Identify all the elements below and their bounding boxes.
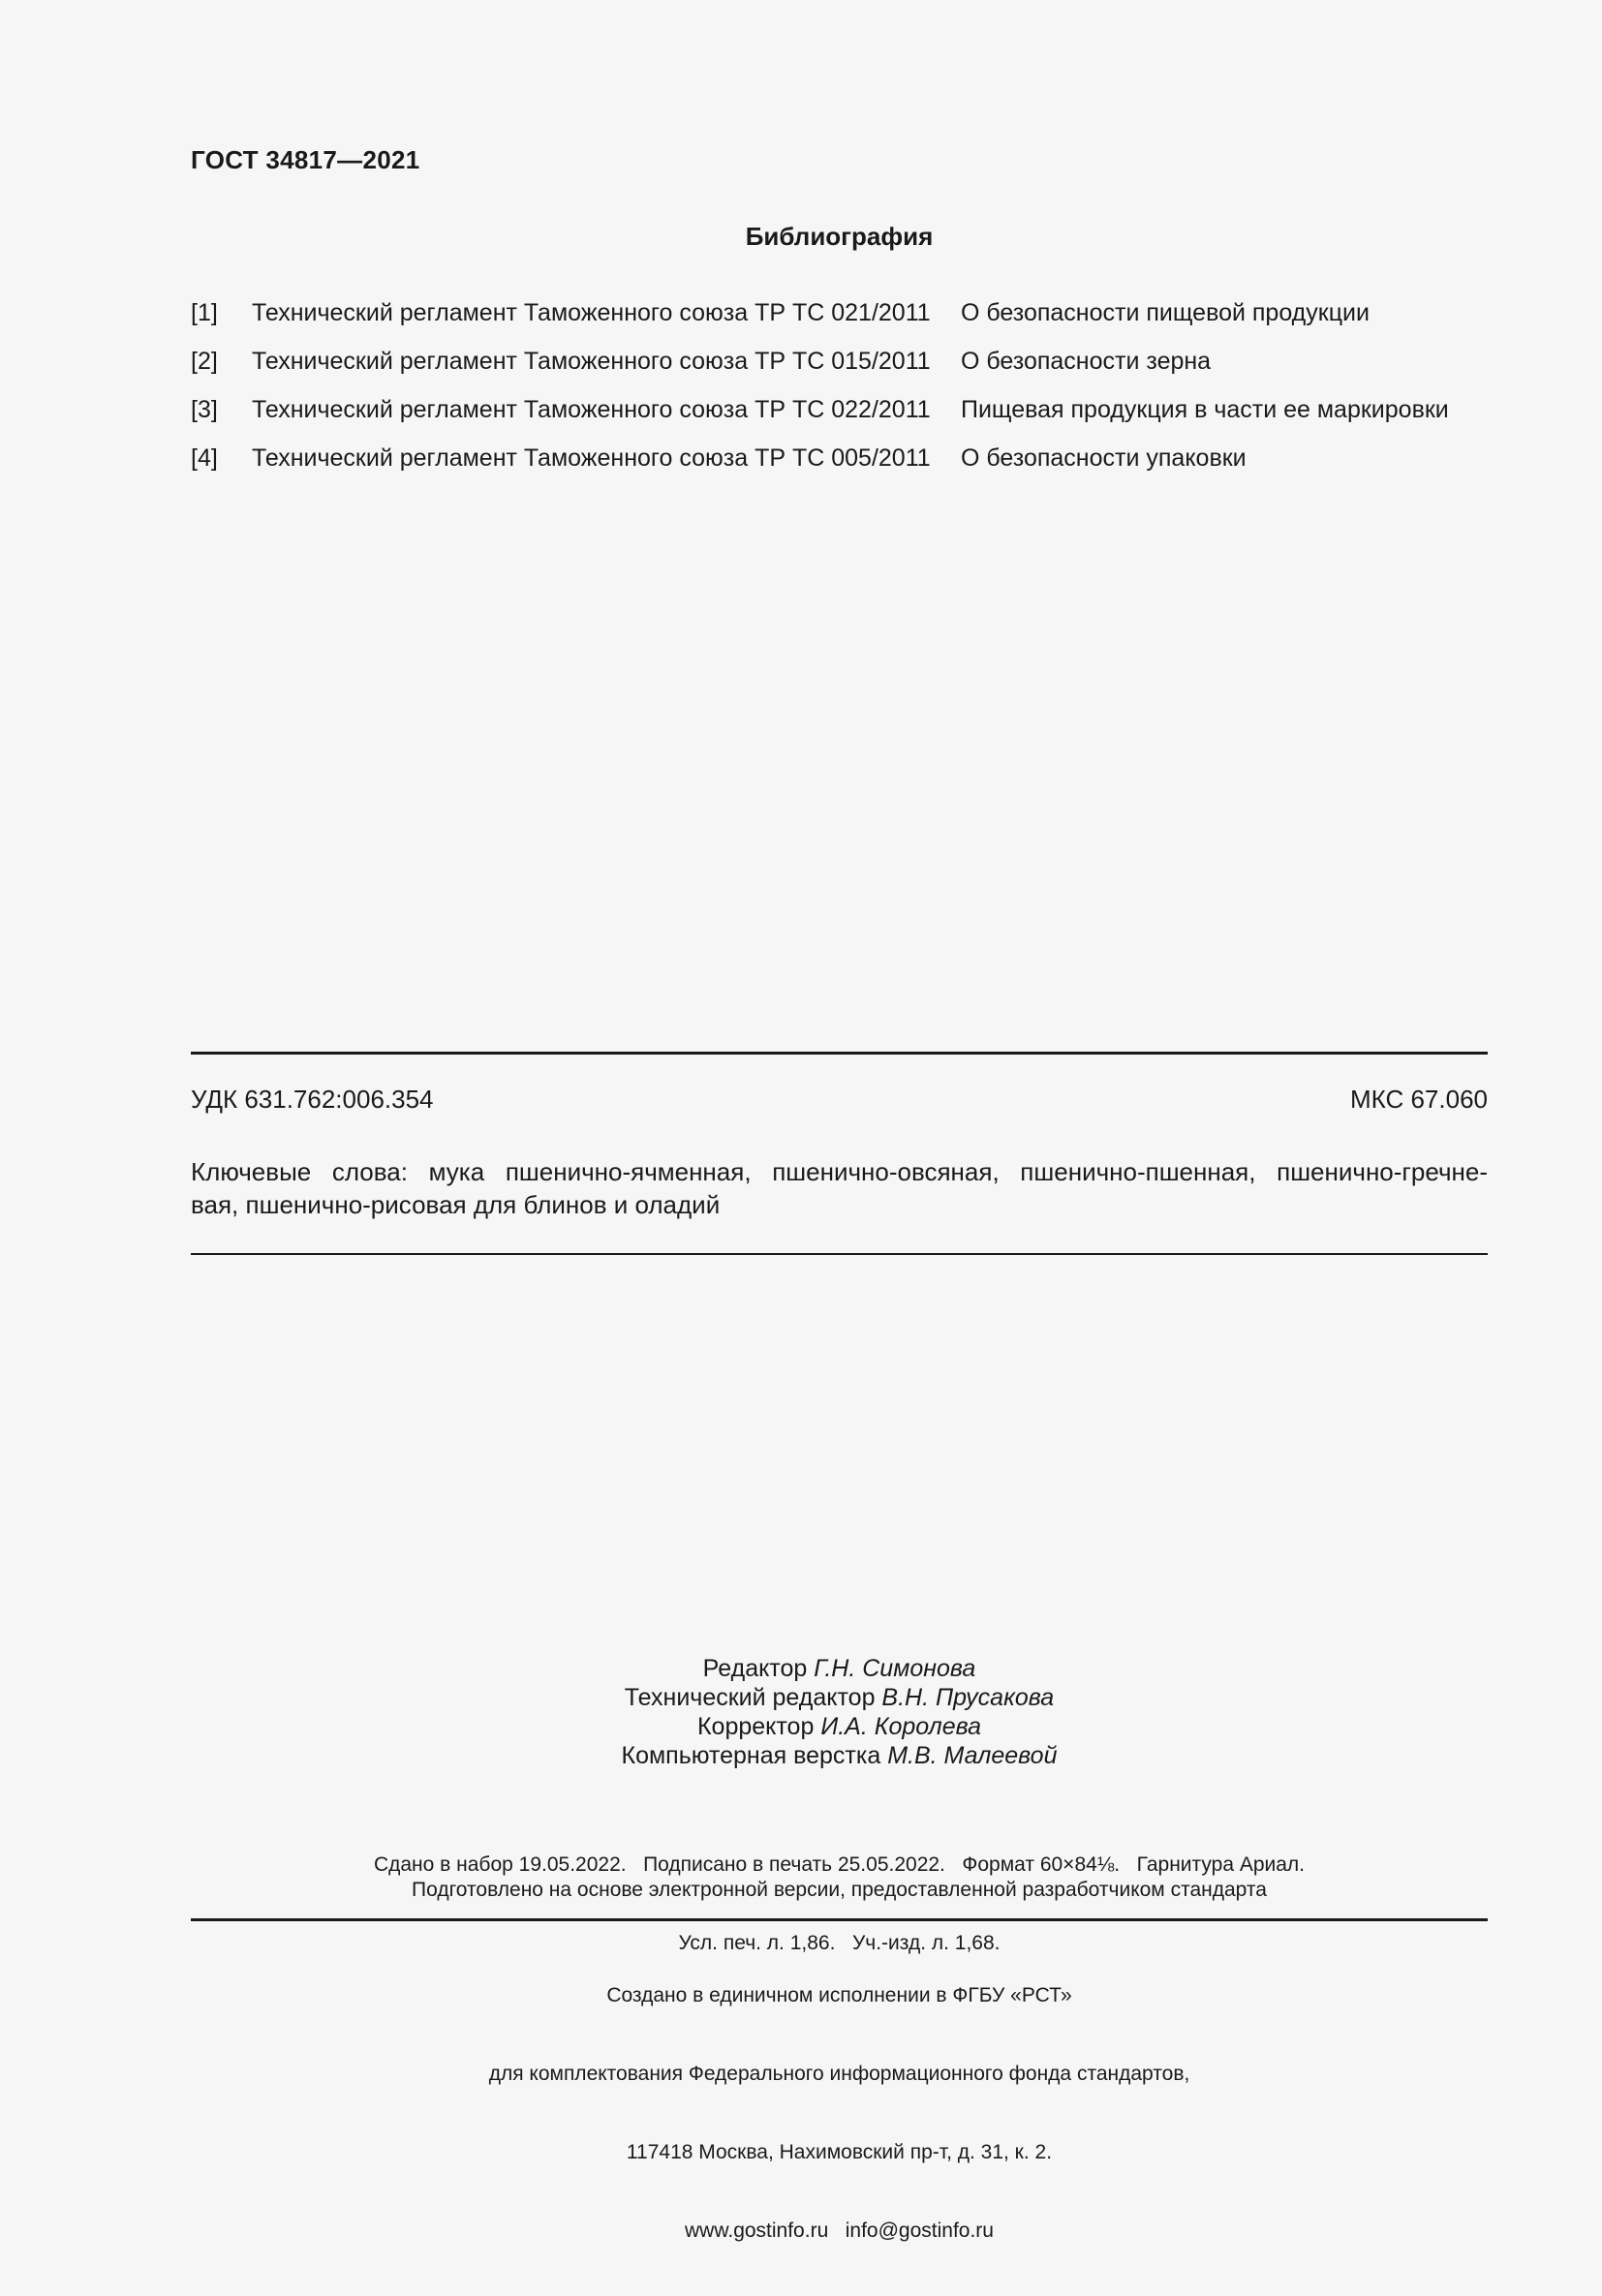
credit-layout (191, 1741, 1488, 1770)
credit-role: Технический редактор (624, 1684, 882, 1711)
bibliography-item-document: Технический регламент Таможенного союза ТР ТС 022/2011 (252, 396, 931, 423)
credit-role: Корректор (696, 1713, 821, 1740)
document-id: ГОСТ 34817—2021 (191, 145, 420, 174)
bibliography-item (191, 442, 1488, 490)
credit-tech-editor (191, 1683, 1488, 1712)
udk-code: УДК 631.762:006.354 (191, 1085, 434, 1114)
credits (191, 1654, 1488, 1770)
bibliography-item-subject: О безопасности упаковки (961, 444, 1247, 472)
prepared-note: Подготовлено на основе электронной версии, предоставленной разработчиком стандарта (412, 1879, 1267, 1901)
bibliography-item-number: [4] (191, 444, 218, 472)
bibliography-title: Библиография (745, 222, 934, 251)
keywords (191, 1155, 1488, 1221)
divider-publisher (191, 1918, 1488, 1921)
bibliography-item-subject: Пищевая продукция в части ее маркировки (961, 396, 1449, 423)
bibliography-item-document: Технический регламент Таможенного союза ТР ТС 021/2011 (252, 299, 931, 326)
bibliography-item (191, 345, 1488, 393)
bibliography-item (191, 393, 1488, 442)
publisher-line-4: www.gostinfo.ru info@gostinfo.ru (685, 2219, 994, 2242)
credit-person: В.Н. Прусакова (881, 1684, 1055, 1711)
publisher-info (191, 1930, 1488, 2296)
publisher-line-1: Создано в единичном исполнении в ФГБУ «РСТ» (606, 1984, 1072, 2006)
bibliography-item-document: Технический регламент Таможенного союза ТР ТС 015/2011 (252, 348, 931, 375)
credit-role: Компьютерная верстка (621, 1742, 888, 1769)
document-page (191, 0, 1488, 2265)
divider-top (191, 1052, 1488, 1055)
print-info-line-2: Усл. печ. л. 1,86. Уч.-изд. л. 1,68. (678, 1932, 1001, 1954)
bibliography-item-subject: О безопасности зерна (961, 348, 1212, 375)
credit-person: М.В. Малеевой (887, 1742, 1058, 1769)
bibliography-item-subject: О безопасности пищевой продукции (961, 299, 1370, 326)
keywords-line-2: вая, пшенично-рисовая для блинов и оладий (191, 1190, 721, 1219)
credit-proofreader (191, 1712, 1488, 1741)
divider-keywords (191, 1253, 1488, 1255)
bibliography-item-document: Технический регламент Таможенного союза ТР ТС 005/2011 (252, 444, 931, 472)
print-info-line-1: Сдано в набор 19.05.2022. Подписано в печать 25.05.2022. Формат 60×84⅛. Гарнитура Ариал. (373, 1853, 1306, 1876)
credit-person: Г.Н. Симонова (814, 1655, 976, 1682)
mks-code: МКС 67.060 (1349, 1085, 1488, 1114)
publisher-line-3: 117418 Москва, Нахимовский пр-т, д. 31, к. 2. (626, 2141, 1053, 2163)
bibliography-item-number: [1] (191, 299, 218, 326)
bibliography-item (191, 296, 1488, 345)
credit-role: Редактор (702, 1655, 815, 1682)
bibliography-list (191, 296, 1488, 490)
bibliography-item-number: [2] (191, 348, 218, 375)
keywords-line-1: Ключевые слова: мука пшенично-ячменная, пшенично-овсяная, пшенично-пшенная, пшенично-гречне- (191, 1157, 1488, 1186)
bibliography-item-number: [3] (191, 396, 218, 423)
credit-person: И.А. Королева (820, 1713, 982, 1740)
credit-editor (191, 1654, 1488, 1683)
publisher-line-2: для комплектования Федерального информационного фонда стандартов, (488, 2063, 1190, 2085)
